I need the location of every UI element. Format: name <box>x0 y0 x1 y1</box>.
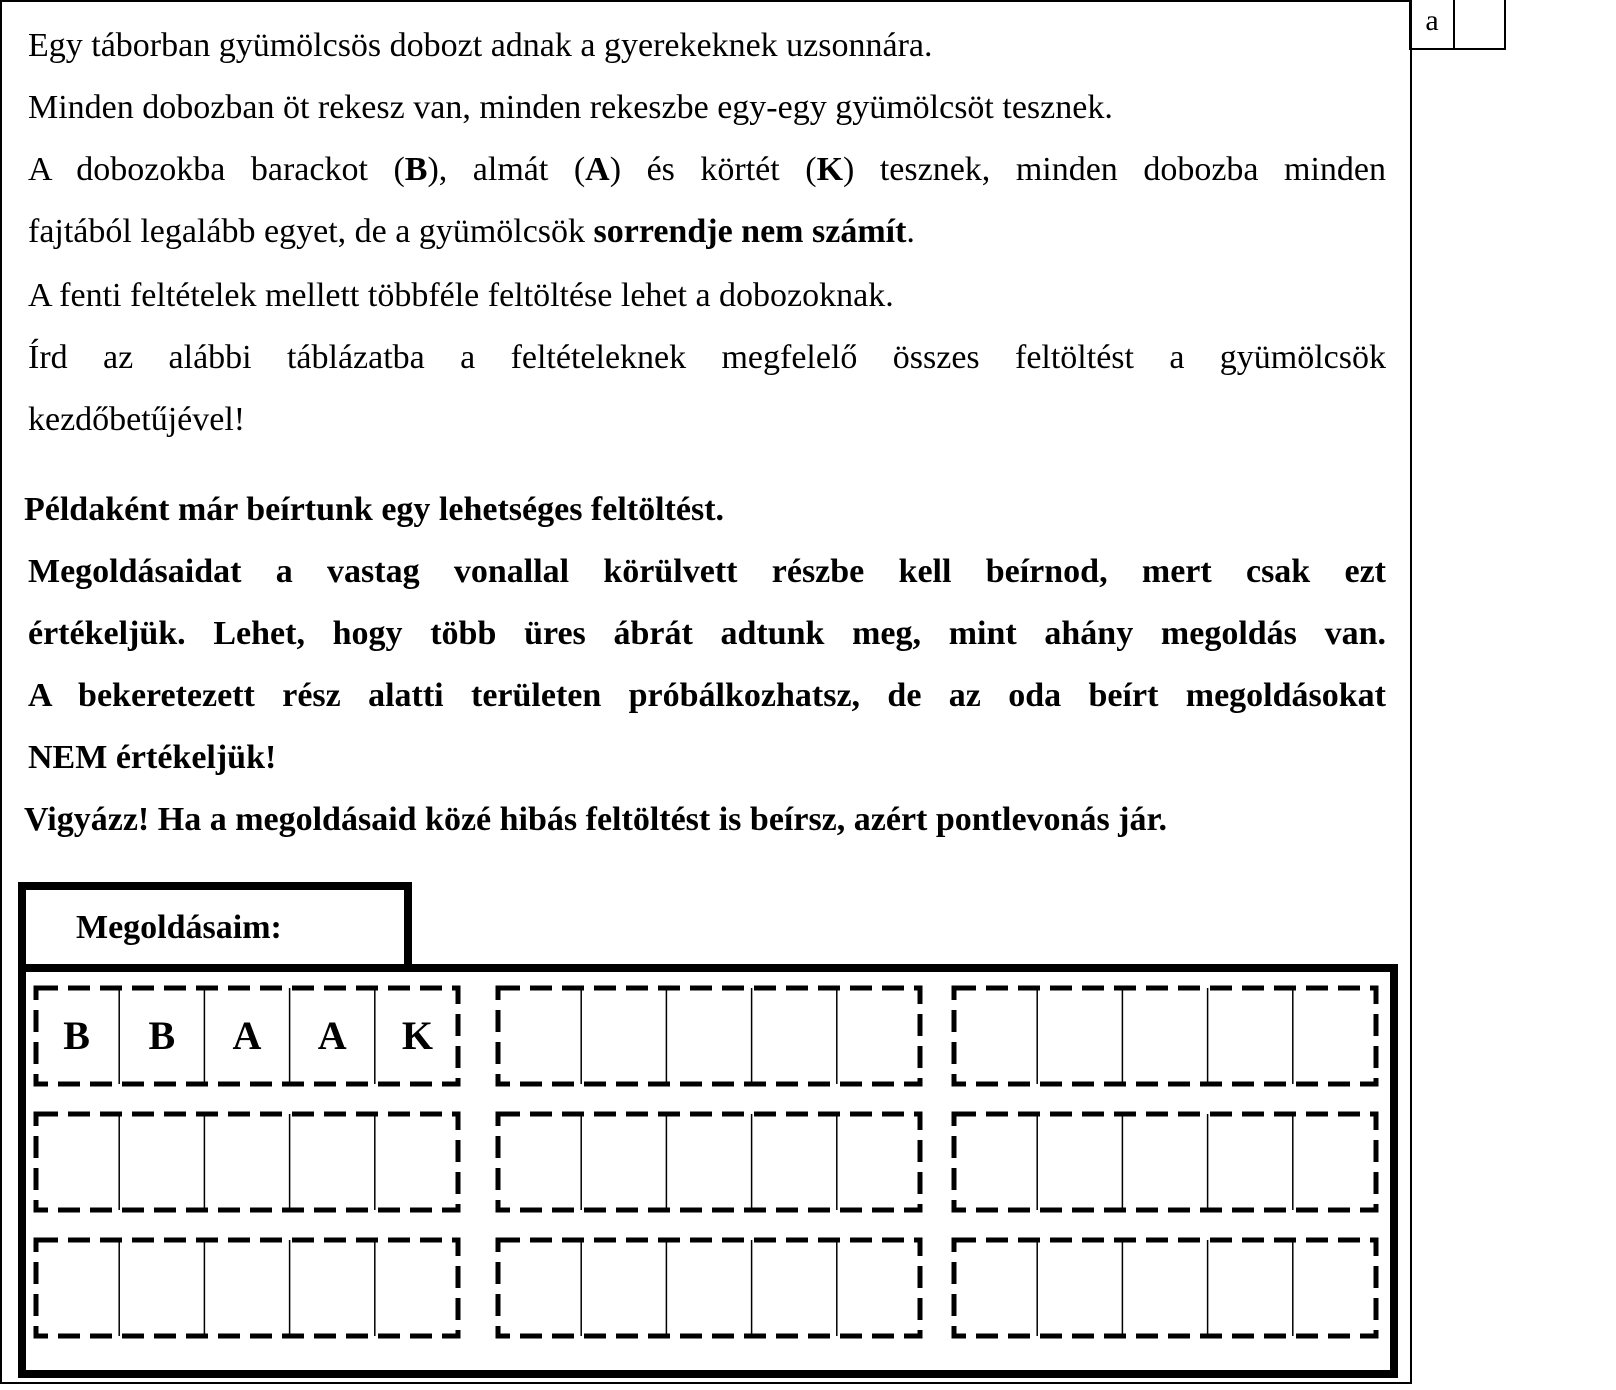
fruit-cell[interactable] <box>837 1112 922 1212</box>
fruit-box <box>952 1112 1378 1212</box>
fruit-box <box>496 1112 922 1212</box>
fruit-cell[interactable]: A <box>317 1013 347 1058</box>
intro-line-4 <box>28 212 1386 252</box>
intro-line-5: A fenti feltételek mellett többféle feltöltése lehet a dobozoknak. <box>28 277 894 314</box>
score-label: a <box>1411 0 1455 48</box>
fruit-cell[interactable] <box>119 1112 204 1212</box>
fruit-cell[interactable] <box>1122 1238 1207 1338</box>
fruit-box <box>952 986 1378 1086</box>
fruit-cell[interactable] <box>204 1238 289 1338</box>
fruit-cell[interactable] <box>666 1238 751 1338</box>
fruit-cell[interactable] <box>666 986 751 1086</box>
intro-text: ) tesznek, minden dobozba minden <box>843 151 1386 188</box>
fruit-cell[interactable] <box>1037 986 1122 1086</box>
fruit-box <box>34 986 460 1086</box>
intro-line-7: kezdőbetűjével! <box>28 401 246 438</box>
fruit-cell[interactable] <box>34 1112 119 1212</box>
fruit-cell[interactable] <box>752 1238 837 1338</box>
fruit-cell[interactable] <box>752 986 837 1086</box>
fruit-cell[interactable] <box>1122 986 1207 1086</box>
fruit-cell[interactable]: B <box>63 1013 90 1058</box>
letter-a: A <box>585 151 610 188</box>
fruit-cell[interactable] <box>952 1238 1037 1338</box>
score-value-field[interactable] <box>1455 0 1506 48</box>
fruit-cell[interactable] <box>952 986 1037 1086</box>
intro-text: fajtából legalább egyet, de a gyümölcsök <box>28 213 594 250</box>
fruit-cell[interactable] <box>581 986 666 1086</box>
fruit-cell[interactable] <box>581 1238 666 1338</box>
fruit-cell[interactable] <box>496 1238 581 1338</box>
fruit-cell[interactable] <box>119 1238 204 1338</box>
instruction-line-5: NEM értékeljük! <box>28 739 277 776</box>
fruit-box <box>496 986 922 1086</box>
fruit-box <box>34 1238 460 1338</box>
fruit-cell[interactable] <box>1293 1112 1378 1212</box>
instruction-line-2: Megoldásaidat a vastag vonallal körülvett részbe kell beírnod, mert csak ezt <box>28 553 1386 590</box>
fruit-cell[interactable]: B <box>148 1013 176 1058</box>
fruit-cell[interactable]: K <box>401 1013 433 1058</box>
fruit-cell[interactable] <box>1122 1112 1207 1212</box>
intro-text: ) és körtét ( <box>609 151 817 188</box>
emphasis-text: sorrendje nem számít <box>593 213 907 250</box>
fruit-cell[interactable] <box>1208 1238 1293 1338</box>
letter-b: B <box>404 151 428 188</box>
fruit-cell[interactable] <box>375 1238 460 1338</box>
fruit-cell[interactable] <box>1293 986 1378 1086</box>
instruction-line-6: Vigyázz! Ha a megoldásaid közé hibás feltöltést is beírsz, azért pontlevonás jár. <box>24 801 1167 838</box>
answers-tab <box>18 882 412 972</box>
instruction-line-3: értékeljük. Lehet, hogy több üres ábrát adtunk meg, mint ahány megoldás van. <box>28 615 1386 652</box>
fruit-cell[interactable] <box>666 1112 751 1212</box>
fruit-cell[interactable] <box>1037 1112 1122 1212</box>
fruit-cell[interactable] <box>837 1238 922 1338</box>
intro-text: A dobozokba barackot ( <box>28 151 405 188</box>
fruit-box <box>496 1238 922 1338</box>
fruit-cell[interactable] <box>496 1112 581 1212</box>
fruit-cell[interactable] <box>581 1112 666 1212</box>
intro-text: ), almát ( <box>427 151 586 188</box>
fruit-cell[interactable] <box>1208 1112 1293 1212</box>
fruit-cell[interactable] <box>34 1238 119 1338</box>
fruit-cell[interactable]: A <box>232 1013 262 1058</box>
intro-line-3 <box>28 150 1386 190</box>
instruction-line-4: A bekeretezett rész alatti területen próbálkozhatsz, de az oda beírt megoldásokat <box>28 677 1386 714</box>
fruit-cell[interactable] <box>375 1112 460 1212</box>
fruit-cell[interactable] <box>952 1112 1037 1212</box>
fruit-cell[interactable] <box>1037 1238 1122 1338</box>
fruit-cell[interactable] <box>290 1238 375 1338</box>
intro-line-1: Egy táborban gyümölcsös dobozt adnak a gyerekeknek uzsonnára. <box>28 27 933 64</box>
intro-line-6: Írd az alábbi táblázatba a feltételeknek megfelelő összes feltöltést a gyümölcsök <box>28 339 1386 376</box>
fruit-box <box>952 1238 1378 1338</box>
fruit-cell[interactable] <box>837 986 922 1086</box>
letter-k: K <box>816 151 844 188</box>
fruit-cell[interactable] <box>752 1112 837 1212</box>
fruit-cell[interactable] <box>1208 986 1293 1086</box>
fruit-box <box>34 1112 460 1212</box>
answers-label: Megoldásaim: <box>76 909 282 946</box>
instruction-line-1: Példaként már beírtunk egy lehetséges feltöltést. <box>24 491 725 528</box>
fruit-cell[interactable] <box>1293 1238 1378 1338</box>
intro-text: . <box>906 213 915 250</box>
intro-line-2: Minden dobozban öt rekesz van, minden rekeszbe egy-egy gyümölcsöt tesznek. <box>28 89 1113 126</box>
fruit-cell[interactable] <box>496 986 581 1086</box>
fruit-cell[interactable] <box>290 1112 375 1212</box>
score-box <box>1409 0 1506 50</box>
fruit-cell[interactable] <box>204 1112 289 1212</box>
